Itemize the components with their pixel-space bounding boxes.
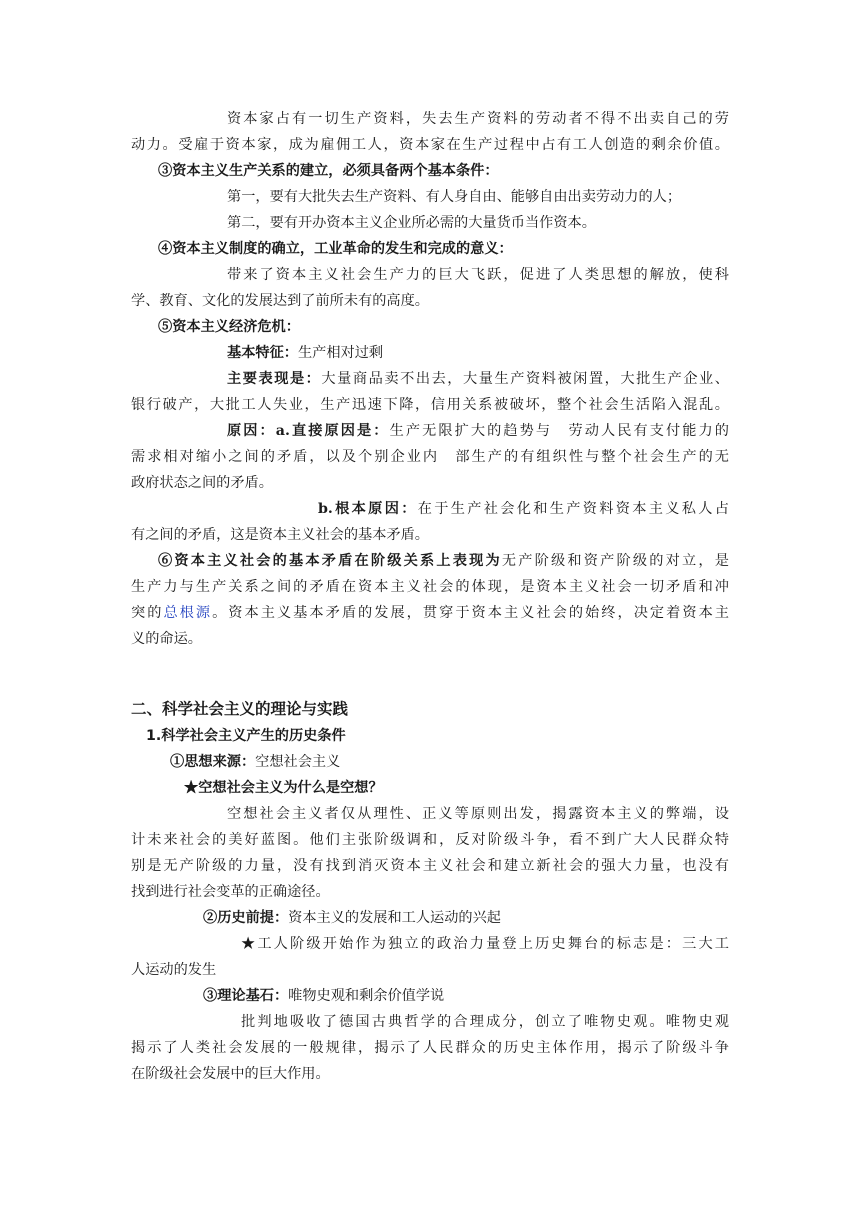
s5-feature-text: 生产相对过剩	[297, 345, 384, 361]
s5-manifest-line-1	[227, 369, 729, 389]
s5-cause-label: 原因：a.直接原因是：	[227, 423, 390, 439]
s4-line-2: 学、教育、文化的发展达到了前所未有的高度。	[131, 293, 429, 309]
s3-condition-2: 第二，要有开办资本主义企业所必需的大量货币当作资本。	[227, 215, 596, 231]
cornerstone-body-1: 批判地吸收了德国古典哲学的合理成分，创立了唯物史观。唯物史观	[241, 1014, 729, 1030]
s5-feature	[227, 343, 825, 363]
s3-heading: ③资本主义生产关系的建立，必须具备两个基本条件：	[158, 163, 499, 179]
p1-line-1: 资本家占有一切生产资料，失去生产资料的劳动者不得不出卖自己的劳	[227, 111, 729, 127]
source-text: 空想社会主义	[255, 754, 341, 770]
s6-line-1	[158, 551, 729, 571]
cornerstone-body-2: 揭示了人类社会发展的一般规律，揭示了人民群众的历史主体作用，揭示了阶级斗争	[131, 1040, 729, 1056]
premise-label: ②历史前提：	[203, 910, 289, 926]
s5-heading: ⑤资本主义经济危机：	[158, 319, 300, 335]
s4-heading: ④资本主义制度的确立，工业革命的发生和完成的意义：	[158, 241, 513, 257]
s5-manifest-label: 主要表现是：	[227, 371, 322, 387]
part2-title: 二、科学社会主义的理论与实践	[131, 700, 349, 718]
s6-text-1: 无产阶级和资产阶级的对立，是	[501, 553, 729, 569]
s5-manifest-text: 大量商品卖不出去，大量生产资料被闲置，大批生产企业、	[321, 371, 729, 387]
utopia-line-4: 找到进行社会变革的正确途径。	[131, 884, 330, 900]
s6-line-4: 义的命运。	[131, 631, 202, 647]
premise-text: 资本主义的发展和工人运动的兴起	[288, 910, 501, 926]
s5-cause-line-1	[227, 421, 729, 441]
s6-text-3a: 突的	[131, 605, 164, 621]
cornerstone-label: ③理论基石：	[203, 988, 289, 1004]
cornerstone-text: 唯物史观和剩余价值学说	[288, 988, 445, 1004]
s5-feature-label: 基本特征：	[227, 345, 298, 361]
premise-line	[203, 908, 801, 928]
s5-cause-line-3: 政府状态之间的矛盾。	[131, 475, 273, 491]
part2-subtitle: 1.科学社会主义产生的历史条件	[146, 728, 346, 744]
s5-manifest-line-2: 银行破产，大批工人失业，生产迅速下降，信用关系被破坏，整个社会生活陷入混乱。	[131, 397, 729, 413]
s6-heading: ⑥资本主义社会的基本矛盾在阶级关系上表现为	[158, 553, 502, 569]
s5-root-line-2: 有之间的矛盾，这是资本主义社会的基本矛盾。	[131, 527, 429, 543]
source-label: ①思想来源：	[170, 754, 256, 770]
workers-line-1: ★工人阶级开始作为独立的政治力量登上历史舞台的标志是：三大工	[241, 936, 729, 952]
s6-line-3	[131, 603, 729, 623]
cornerstone-line	[203, 986, 801, 1006]
s5-cause-text: 生产无限扩大的趋势与 劳动人民有支付能力的	[389, 423, 729, 439]
root-source-link[interactable]: 总根源	[163, 605, 213, 621]
s5-root-label: b.根本原因：	[318, 501, 418, 517]
s5-cause-line-2: 需求相对缩小之间的矛盾，以及个别企业内 部生产的有组织性与整个社会生产的无	[131, 449, 729, 465]
s3-condition-1: 第一，要有大批失去生产资料、有人身自由、能够自由出卖劳动力的人；	[227, 189, 682, 205]
utopia-line-1: 空想社会主义者仅从理性、正义等原则出发，揭露资本主义的弊端，设	[227, 806, 729, 822]
utopia-question: ★空想社会主义为什么是空想？	[184, 780, 383, 796]
s6-text-3b: 。资本主义基本矛盾的发展，贯穿于资本主义社会的始终，决定着资本主	[212, 605, 729, 621]
s5-root-text: 在于生产社会化和生产资料资本主义私人占	[417, 501, 729, 517]
s6-line-2: 生产力与生产关系之间的矛盾在资本主义社会的体现，是资本主义社会一切矛盾和冲	[131, 579, 729, 595]
s5-root-line-1	[318, 499, 729, 519]
utopia-line-2: 计未来社会的美好蓝图。他们主张阶级调和，反对阶级斗争，看不到广大人民群众特	[131, 832, 729, 848]
cornerstone-body-3: 在阶级社会发展中的巨大作用。	[131, 1066, 330, 1082]
p1-line-2: 动力。受雇于资本家，成为雇佣工人，资本家在生产过程中占有工人创造的剩余价值。	[131, 137, 729, 153]
workers-line-2: 人运动的发生	[131, 962, 217, 978]
source-line	[170, 752, 768, 772]
s4-line-1: 带来了资本主义社会生产力的巨大飞跃，促进了人类思想的解放，使科	[227, 267, 729, 283]
utopia-line-3: 别是无产阶级的力量，没有找到消灭资本主义社会和建立新社会的强大力量，也没有	[131, 858, 729, 874]
